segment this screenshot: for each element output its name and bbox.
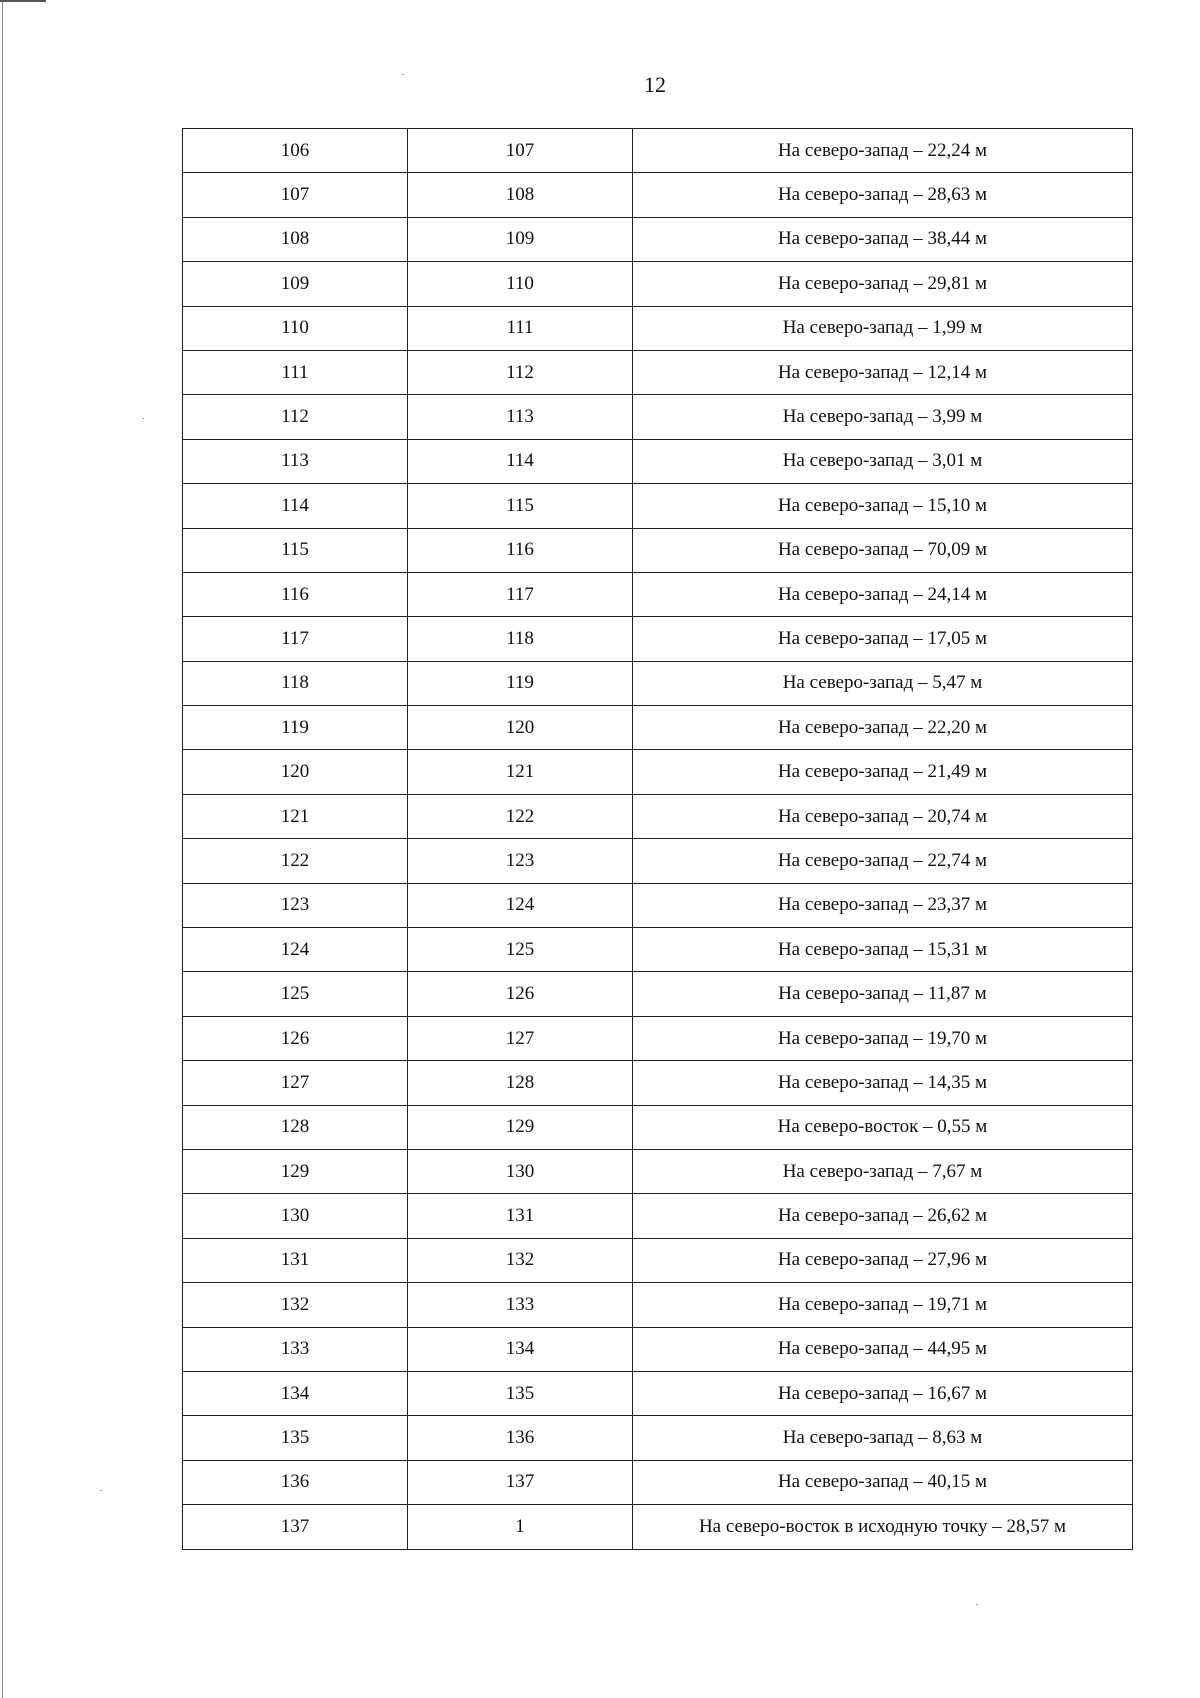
from-point-cell: 126 [183,1016,408,1060]
from-point-cell: 127 [183,1061,408,1105]
from-point-cell: 122 [183,839,408,883]
to-point-cell: 117 [408,572,633,616]
to-point-cell: 126 [408,972,633,1016]
table-row [183,306,1133,350]
to-point-cell: 119 [408,661,633,705]
table-row [183,928,1133,972]
segment-description-cell: На северо-запад – 16,67 м [633,1371,1133,1415]
from-point-cell: 115 [183,528,408,572]
segment-description-cell: На северо-запад – 15,10 м [633,484,1133,528]
from-point-cell: 106 [183,129,408,173]
segment-description-cell: На северо-запад – 23,37 м [633,883,1133,927]
to-point-cell: 127 [408,1016,633,1060]
segment-description-cell: На северо-запад – 3,01 м [633,439,1133,483]
to-point-cell: 1 [408,1505,633,1549]
segment-description-cell: На северо-запад – 38,44 м [633,217,1133,261]
from-point-cell: 136 [183,1460,408,1504]
table-row [183,706,1133,750]
table-row [183,1016,1133,1060]
from-point-cell: 133 [183,1327,408,1371]
from-point-cell: 119 [183,706,408,750]
table-row [183,395,1133,439]
from-point-cell: 117 [183,617,408,661]
from-point-cell: 112 [183,395,408,439]
to-point-cell: 130 [408,1149,633,1193]
to-point-cell: 113 [408,395,633,439]
to-point-cell: 115 [408,484,633,528]
to-point-cell: 120 [408,706,633,750]
to-point-cell: 112 [408,350,633,394]
from-point-cell: 132 [183,1283,408,1327]
segment-description-cell: На северо-запад – 29,81 м [633,262,1133,306]
boundary-segments-table [182,128,1133,1550]
segment-description-cell: На северо-запад – 22,20 м [633,706,1133,750]
from-point-cell: 128 [183,1105,408,1149]
scan-edge-mark [0,0,46,2]
segment-description-cell: На северо-запад – 12,14 м [633,350,1133,394]
table-row [183,1238,1133,1282]
table-row [183,484,1133,528]
table-row [183,350,1133,394]
to-point-cell: 107 [408,129,633,173]
segment-description-cell: На северо-запад – 28,63 м [633,173,1133,217]
to-point-cell: 134 [408,1327,633,1371]
from-point-cell: 116 [183,572,408,616]
table-row [183,617,1133,661]
table-row [183,661,1133,705]
segment-description-cell: На северо-запад – 40,15 м [633,1460,1133,1504]
from-point-cell: 114 [183,484,408,528]
segment-description-cell: На северо-запад – 1,99 м [633,306,1133,350]
table-row [183,129,1133,173]
segment-description-cell: На северо-запад – 19,70 м [633,1016,1133,1060]
from-point-cell: 131 [183,1238,408,1282]
from-point-cell: 137 [183,1505,408,1549]
from-point-cell: 125 [183,972,408,1016]
segment-description-cell: На северо-запад – 22,74 м [633,839,1133,883]
segment-description-cell: На северо-запад – 70,09 м [633,528,1133,572]
page-number: 12 [644,72,666,97]
table-row [183,572,1133,616]
segment-description-cell: На северо-запад – 3,99 м [633,395,1133,439]
segment-description-cell: На северо-запад – 15,31 м [633,928,1133,972]
segment-description-cell: На северо-запад – 24,14 м [633,572,1133,616]
to-point-cell: 111 [408,306,633,350]
table-row [183,972,1133,1016]
to-point-cell: 131 [408,1194,633,1238]
table-body [183,129,1133,1550]
to-point-cell: 110 [408,262,633,306]
table-row [183,1327,1133,1371]
to-point-cell: 135 [408,1371,633,1415]
to-point-cell: 118 [408,617,633,661]
from-point-cell: 129 [183,1149,408,1193]
segment-description-cell: На северо-запад – 5,47 м [633,661,1133,705]
segment-description-cell: На северо-запад – 14,35 м [633,1061,1133,1105]
from-point-cell: 120 [183,750,408,794]
to-point-cell: 121 [408,750,633,794]
table-row [183,883,1133,927]
to-point-cell: 132 [408,1238,633,1282]
from-point-cell: 121 [183,794,408,838]
from-point-cell: 124 [183,928,408,972]
from-point-cell: 108 [183,217,408,261]
to-point-cell: 123 [408,839,633,883]
from-point-cell: 135 [183,1416,408,1460]
to-point-cell: 129 [408,1105,633,1149]
segment-description-cell: На северо-запад – 7,67 м [633,1149,1133,1193]
segment-description-cell: На северо-запад – 11,87 м [633,972,1133,1016]
table-row [183,750,1133,794]
to-point-cell: 108 [408,173,633,217]
segment-description-cell: На северо-запад – 27,96 м [633,1238,1133,1282]
to-point-cell: 133 [408,1283,633,1327]
to-point-cell: 125 [408,928,633,972]
segment-description-cell: На северо-запад – 20,74 м [633,794,1133,838]
to-point-cell: 128 [408,1061,633,1105]
scan-edge-line [2,0,3,1698]
from-point-cell: 123 [183,883,408,927]
table-row [183,1460,1133,1504]
from-point-cell: 110 [183,306,408,350]
from-point-cell: 109 [183,262,408,306]
table-row [183,439,1133,483]
segment-description-cell: На северо-запад – 17,05 м [633,617,1133,661]
scan-speck [976,1604,978,1605]
to-point-cell: 136 [408,1416,633,1460]
table-row [183,173,1133,217]
table-row [183,839,1133,883]
from-point-cell: 118 [183,661,408,705]
from-point-cell: 113 [183,439,408,483]
from-point-cell: 107 [183,173,408,217]
scan-speck [100,1490,102,1491]
table-row [183,1416,1133,1460]
segment-description-cell: На северо-запад – 44,95 м [633,1327,1133,1371]
to-point-cell: 116 [408,528,633,572]
table-row [183,794,1133,838]
table-row [183,1283,1133,1327]
to-point-cell: 124 [408,883,633,927]
segment-description-cell: На северо-восток в исходную точку – 28,57 м [633,1505,1133,1549]
segment-description-cell: На северо-восток – 0,55 м [633,1105,1133,1149]
table-row [183,1505,1133,1549]
table-row [183,1371,1133,1415]
table-row [183,262,1133,306]
table-row [183,528,1133,572]
segment-description-cell: На северо-запад – 19,71 м [633,1283,1133,1327]
segment-description-cell: На северо-запад – 8,63 м [633,1416,1133,1460]
table-row [183,1194,1133,1238]
from-point-cell: 130 [183,1194,408,1238]
table-row [183,1105,1133,1149]
scan-speck [142,418,144,419]
segment-description-cell: На северо-запад – 22,24 м [633,129,1133,173]
to-point-cell: 114 [408,439,633,483]
to-point-cell: 137 [408,1460,633,1504]
to-point-cell: 109 [408,217,633,261]
from-point-cell: 134 [183,1371,408,1415]
from-point-cell: 111 [183,350,408,394]
segment-description-cell: На северо-запад – 26,62 м [633,1194,1133,1238]
table-row [183,217,1133,261]
segment-description-cell: На северо-запад – 21,49 м [633,750,1133,794]
table-row [183,1149,1133,1193]
to-point-cell: 122 [408,794,633,838]
table-row [183,1061,1133,1105]
